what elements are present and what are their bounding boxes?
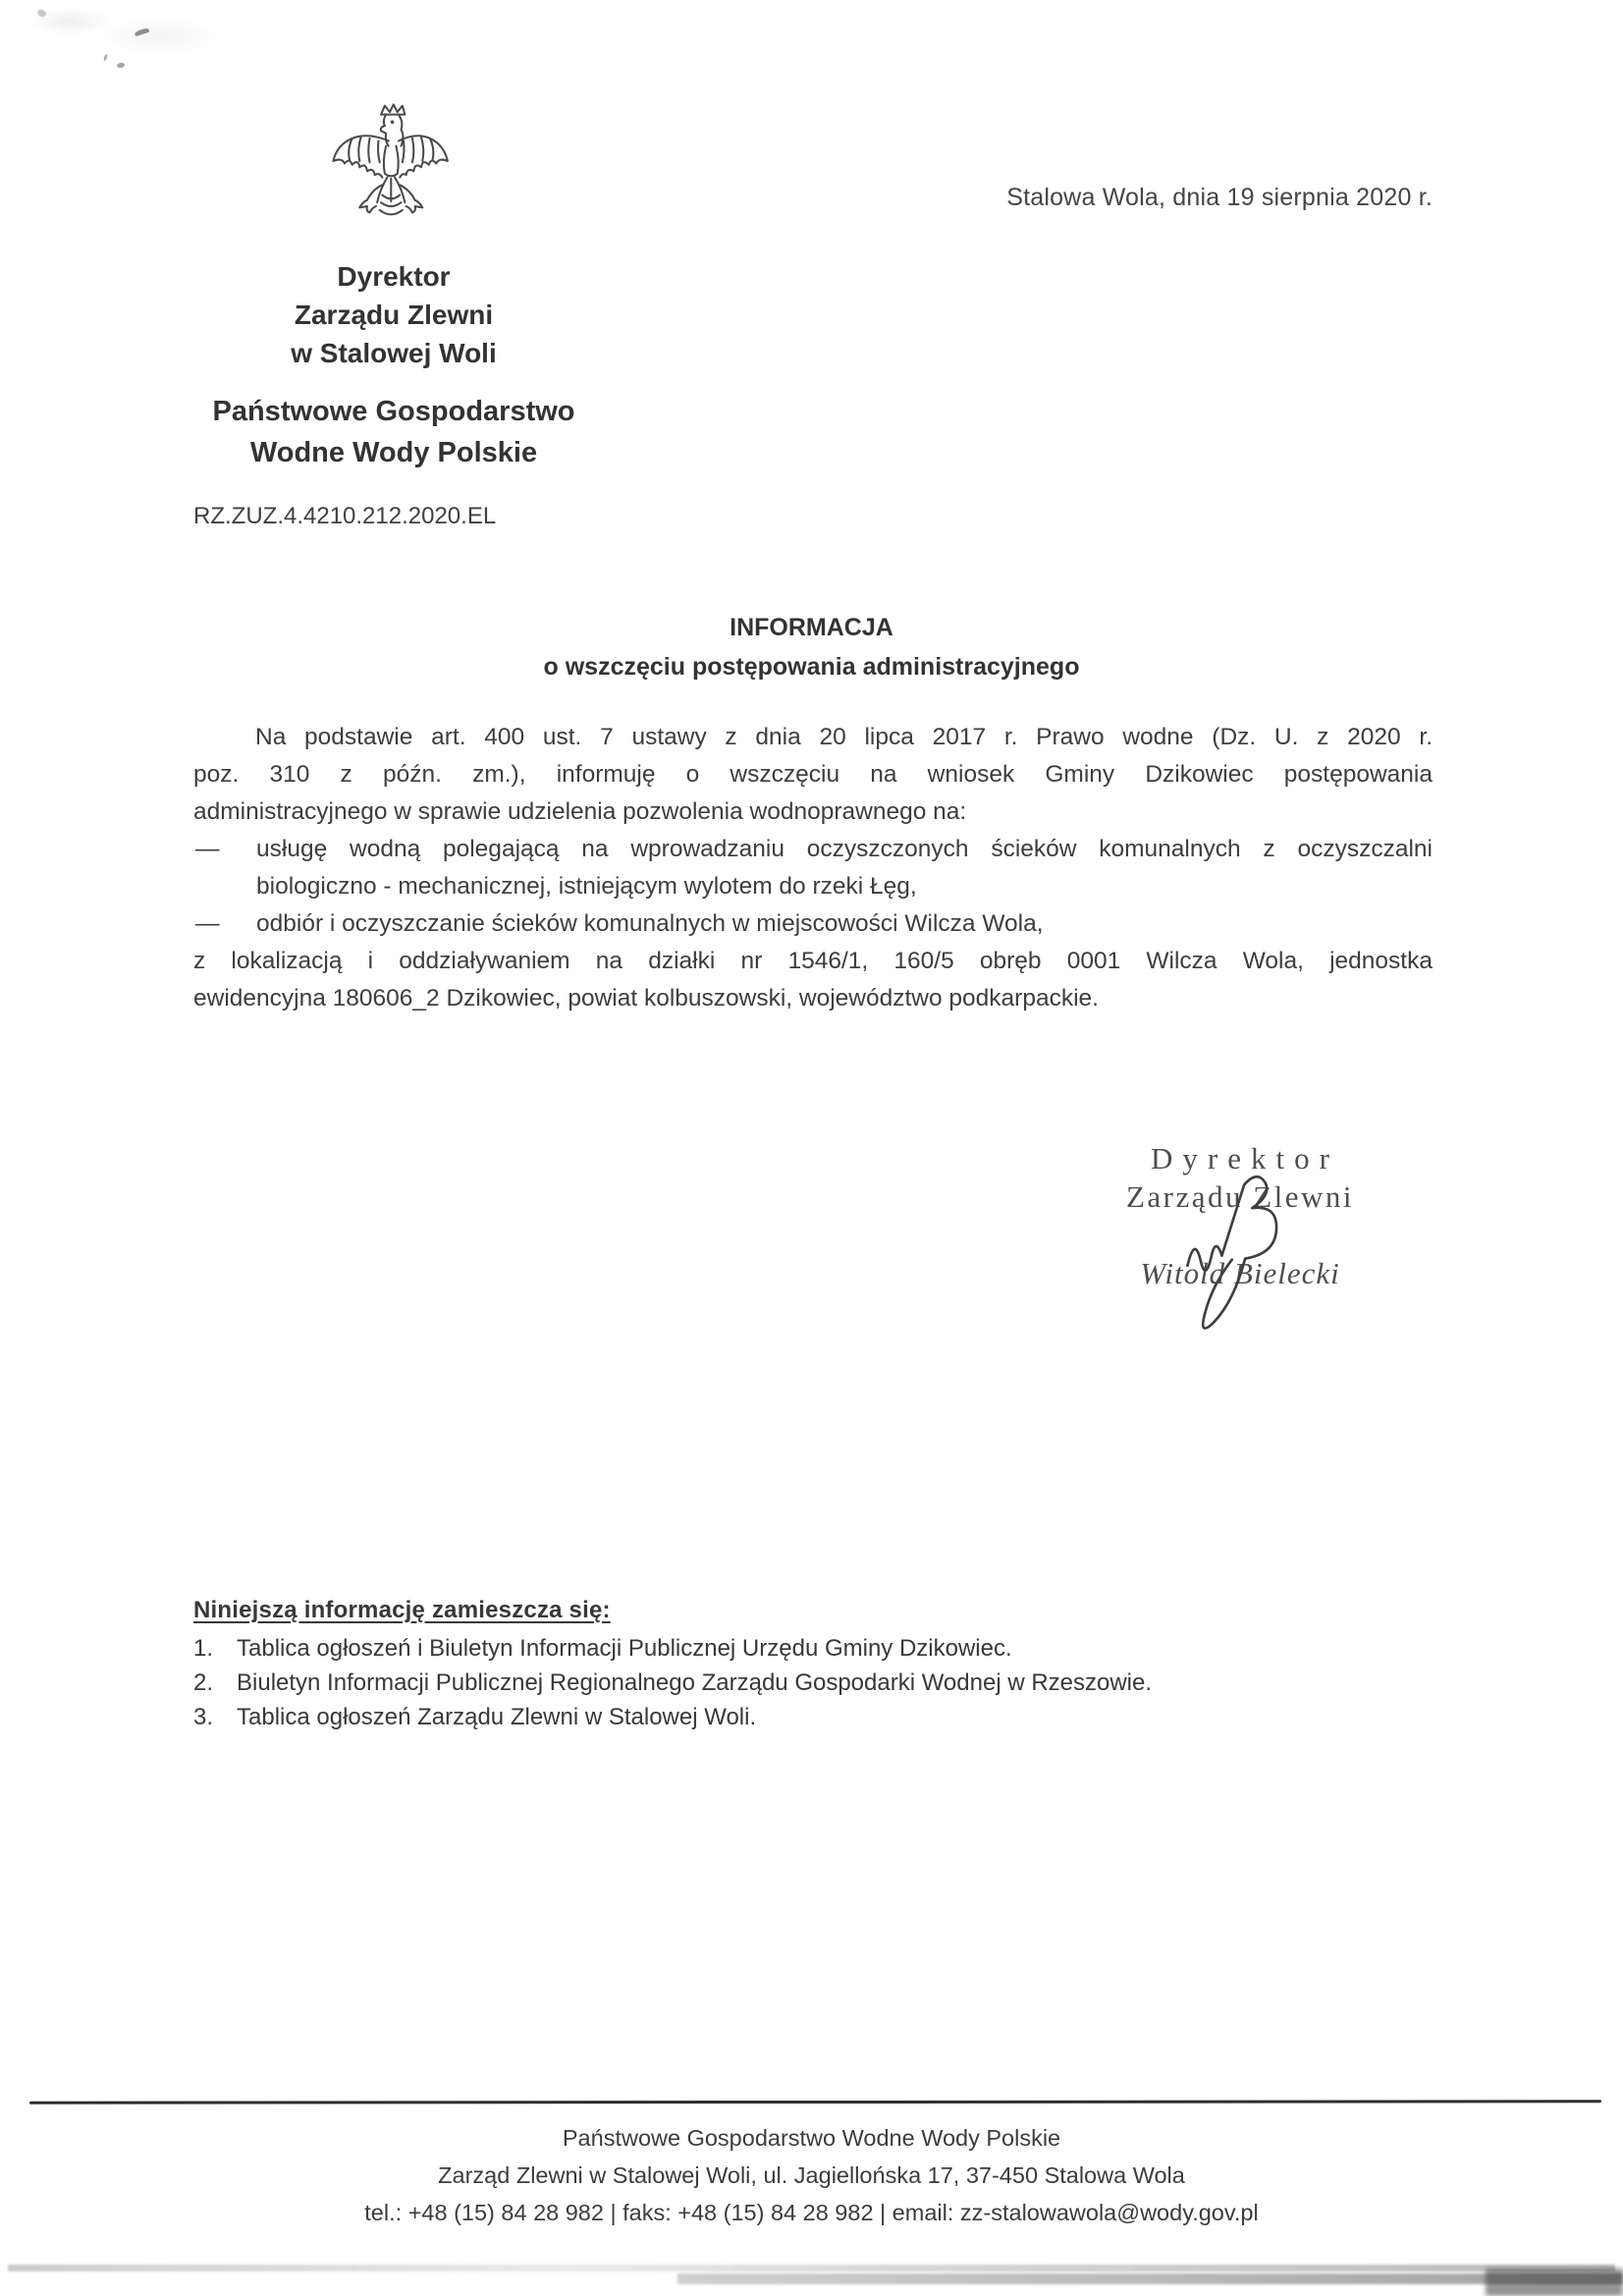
body-line: biologiczno - mechanicznej, istniejącym wylotem do rzeki Łęg, [256,873,917,900]
body-line: ewidencyjna 180606_2 Dzikowiec, powiat kolbuszowski, województwo podkarpackie. [193,985,1099,1011]
body-line: administracyjnego w sprawie udzielenia pozwolenia wodnoprawnego na: [193,798,967,825]
distribution-item-text: Biuletyn Informacji Publicznej Regionalnego Zarządu Gospodarki Wodnej w Rzeszowie. [237,1669,1153,1696]
body-line: z lokalizacją i oddziaływaniem na działki nr 1546/1, 160/5 obręb 0001 Wilcza Wola, jednostka [193,948,1433,974]
distribution-item [193,1670,1273,1695]
body-list-line [193,831,1433,868]
footer-divider-line [29,2100,1601,2104]
document-title: INFORMACJA [730,614,893,641]
distribution-heading: Niniejszą informację zamieszcza się: [193,1597,611,1623]
footer-block [0,2119,1623,2231]
dash-list-marker: — [195,836,220,862]
stamp-title-line: Zarządu Zlewni [1125,1179,1355,1214]
issuer-title-block [236,257,552,372]
polish-eagle-emblem-icon [327,101,453,244]
issuer-organization-block [165,391,622,473]
document-subtitle: o wszczęciu postępowania administracyjnego [543,653,1080,681]
issuer-title-line: Zarządu Zlewni [294,300,494,330]
bottom-scan-artifact [8,2265,1615,2271]
distribution-item-number: 2. [193,1669,214,1696]
distribution-section [193,1597,1273,1729]
signatory-name: Witold Bielecki [1140,1256,1340,1290]
distribution-item-text: Tablica ogłoszeń i Biuletyn Informacji Publicznej Urzędu Gminy Dzikowiec. [237,1635,1012,1662]
footer-organization-line: Państwowe Gospodarstwo Wodne Wody Polskie [562,2125,1061,2151]
body-paragraphs [193,719,1433,1017]
issuer-title-line: Dyrektor [337,261,451,292]
document-date-line: Stalowa Wola, dnia 19 sierpnia 2020 r. [1006,184,1433,211]
document-title-block [0,614,1623,682]
distribution-item [193,1636,1273,1661]
bottom-scan-artifact [677,2273,1623,2284]
body-line: Na podstawie art. 400 ust. 7 ustawy z dnia 20 lipca 2017 r. Prawo wodne (Dz. U. z 2020 r. [255,724,1433,750]
body-line: poz. 310 z późn. zm.), informuję o wszczęciu na wniosek Gminy Dzikowiec postępowania [193,761,1433,788]
case-reference-number: RZ.ZUZ.4.4210.212.2020.EL [193,503,497,529]
footer-address-line: Zarząd Zlewni w Stalowej Woli, ul. Jagiellońska 17, 37-450 Stalowa Wola [438,2162,1185,2188]
body-list-line [193,905,1433,943]
issuer-organization-line: Państwowe Gospodarstwo [212,396,575,427]
distribution-item [193,1705,1273,1729]
dash-list-marker: — [195,910,220,937]
distribution-item-number: 3. [193,1704,214,1730]
footer-contact-line: tel.: +48 (15) 84 28 982 | faks: +48 (15) 84 28 982 | email: zz-stalowawola@wody.gov.pl [364,2200,1259,2225]
distribution-item-number: 1. [193,1635,214,1662]
bottom-scan-artifact [1486,2269,1623,2296]
handwritten-signature-icon [1176,1169,1304,1340]
body-line-text: usługę wodną polegającą na wprowadzaniu oczyszczonych ścieków komunalnych z oczyszczalni [256,836,1433,862]
issuer-title-line: w Stalowej Woli [291,338,497,368]
body-line-text: odbiór i oczyszczanie ścieków komunalnych w miejscowości Wilcza Wola, [256,910,1044,937]
issuer-organization-line: Wodne Wody Polskie [249,437,538,468]
distribution-item-text: Tablica ogłoszeń Zarządu Zlewni w Stalowej Woli. [237,1704,757,1730]
stamp-title-line: Dyrektor [1151,1141,1339,1175]
